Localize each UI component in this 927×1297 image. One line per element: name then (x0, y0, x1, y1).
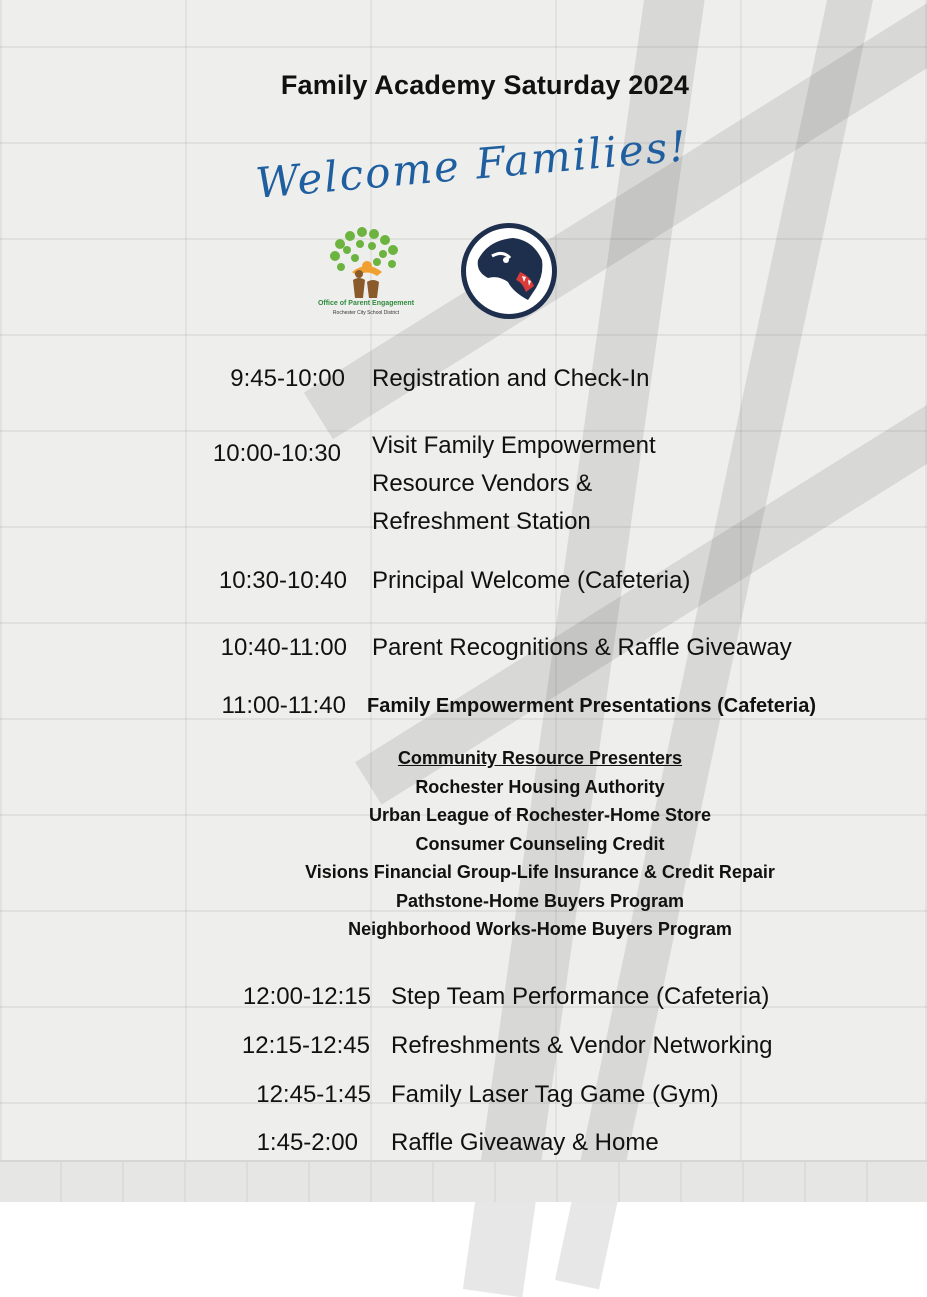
presenter-item: Neighborhood Works-Home Buyers Program (348, 919, 732, 939)
activity: Family Empowerment Presentations (Cafeteria) (367, 695, 817, 717)
activity: Parent Recognitions & Raffle Giveaway (372, 634, 792, 661)
presenter-item: Pathstone-Home Buyers Program (395, 890, 685, 911)
activity: Step Team Performance (Cafeteria) (391, 983, 770, 1010)
time-slot: 10:00-10:30 (212, 440, 341, 467)
time-slot: 9:45-10:00 (230, 365, 345, 392)
panther-logo (458, 220, 560, 322)
activity: Refreshments & Vendor Networking (391, 1032, 773, 1059)
page-title: Family Academy Saturday 2024 (280, 70, 690, 100)
time-slot: 11:00-11:40 (221, 692, 346, 719)
floor (0, 1160, 927, 1202)
parent-engagement-logo (305, 222, 427, 322)
presenters-header: Community Resource Presenters (397, 748, 683, 768)
activity-line: Refreshment Station (372, 508, 591, 535)
time-slot: 1:45-2:00 (256, 1129, 358, 1156)
presenter-item: Consumer Counseling Credit (415, 833, 665, 854)
presenter-item: Visions Financial Group-Life Insurance & Credit Repair (305, 862, 775, 882)
time-slot: 12:00-12:15 (242, 983, 371, 1010)
logo-text: Office of Parent Engagement (317, 300, 415, 307)
welcome-heading: Welcome Families! (253, 121, 690, 208)
time-slot: 12:45-1:45 (256, 1081, 371, 1108)
presenter-item: Rochester Housing Authority (415, 776, 665, 797)
activity: Registration and Check-In (372, 365, 650, 392)
panther-icon (458, 220, 560, 322)
time-slot: 12:15-12:45 (241, 1032, 370, 1059)
presenters-list (240, 744, 840, 944)
activity: Raffle Giveaway & Home (391, 1129, 659, 1156)
activity: Family Laser Tag Game (Gym) (391, 1081, 719, 1108)
time-slot: 10:30-10:40 (218, 567, 347, 594)
logo-subtext: Rochester City School District (332, 310, 400, 316)
activity: Principal Welcome (Cafeteria) (372, 567, 691, 594)
time-slot: 10:40-11:00 (220, 634, 347, 661)
activity-line: Resource Vendors & (372, 470, 593, 497)
activity-line: Visit Family Empowerment (372, 432, 656, 459)
presenter-item: Urban League of Rochester-Home Store (368, 805, 712, 825)
tree-icon (305, 222, 427, 302)
